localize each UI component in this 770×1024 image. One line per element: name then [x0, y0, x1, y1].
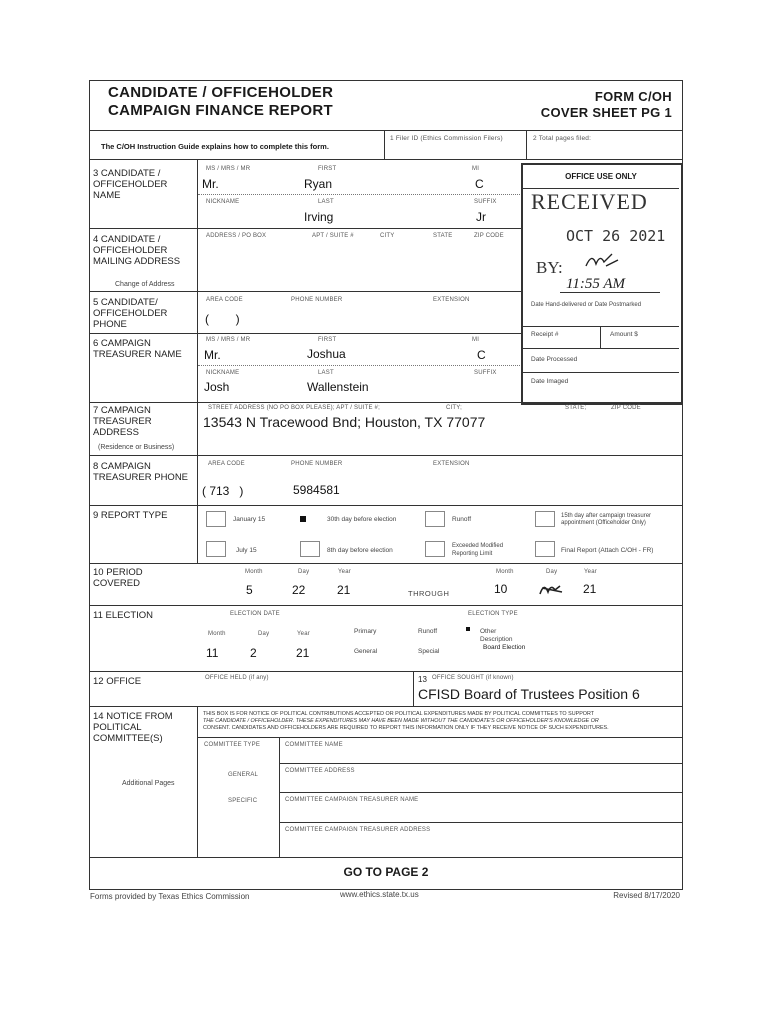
special-label: Special	[418, 648, 440, 655]
from-year-label: Year	[338, 569, 351, 575]
tres-suffix-label: SUFFIX	[474, 370, 497, 376]
cand-phone-label: PHONE NUMBER	[291, 297, 343, 303]
july-15-label: July 15	[236, 547, 257, 554]
to-year-label: Year	[584, 569, 597, 575]
from-day-label: Day	[298, 569, 310, 575]
8th-day-label: 8th day before election	[327, 547, 393, 554]
tres-last: Wallenstein	[307, 380, 369, 394]
tres-city-label: CITY;	[446, 405, 462, 411]
tres-prefix-label: MS / MRS / MR	[206, 337, 251, 343]
tres-street-label: STREET ADDRESS (NO PO BOX PLEASE); APT / SUITE #;	[208, 405, 380, 411]
specific-committee-label: SPECIFIC	[228, 798, 258, 804]
general-label: General	[354, 648, 378, 655]
cand-city-label: CITY	[380, 233, 395, 239]
received-time: 11:55 AM	[566, 276, 626, 292]
election-date-label: ELECTION DATE	[230, 611, 280, 617]
january-15-checkbox[interactable]	[206, 511, 226, 527]
received-stamp: RECEIVED	[531, 189, 648, 214]
cand-suffix: Jr	[476, 210, 486, 224]
cand-apt-label: APT / SUITE #	[312, 233, 354, 239]
to-year: 21	[583, 582, 597, 596]
residence-or-business: (Residence or Business)	[98, 444, 175, 451]
cand-zip-label: ZIP CODE	[474, 233, 504, 239]
change-of-address-checkbox-label: Change of Address	[115, 281, 175, 288]
general-committee-label: GENERAL	[228, 772, 259, 778]
30th-day-checkbox-checked[interactable]	[300, 516, 306, 522]
election-month-label: Month	[208, 631, 226, 637]
tres-area-code: ( 713 )	[202, 484, 244, 498]
tres-prefix: Mr.	[204, 348, 221, 362]
to-month-label: Month	[496, 569, 514, 575]
filer-id-label: 1 Filer ID (Ethics Commission Filers)	[390, 135, 503, 142]
ethics-url: www.ethics.state.tx.us	[340, 890, 419, 899]
election-day: 2	[250, 646, 257, 660]
office-sought-value: CFISD Board of Trustees Position 6	[418, 686, 640, 702]
election-year-label: Year	[297, 631, 310, 637]
cand-address-label: ADDRESS / PO BOX	[206, 233, 267, 239]
january-15-label: January 15	[233, 516, 266, 523]
election-month: 11	[206, 646, 219, 660]
section-3-candidate-name: 3 CANDIDATE / OFFICEHOLDER NAME	[93, 168, 168, 201]
from-month-label: Month	[245, 569, 263, 575]
cand-last-label: LAST	[318, 199, 334, 205]
receipt-label: Receipt #	[531, 331, 559, 338]
tres-first-label: FIRST	[318, 337, 337, 343]
additional-pages-label: Additional Pages	[122, 780, 175, 787]
tres-phone: 5984581	[293, 483, 340, 497]
cand-suffix-label: SUFFIX	[474, 199, 497, 205]
section-10-period-covered: 10 PERIOD COVERED	[93, 567, 143, 589]
section-12-office: 12 OFFICE	[93, 676, 142, 687]
other-label: Other	[480, 628, 497, 635]
tres-first: Joshua	[307, 347, 346, 361]
tres-area-code-label: AREA CODE	[208, 461, 245, 467]
committee-treasurer-name-label: COMMITTEE CAMPAIGN TREASURER NAME	[285, 797, 419, 803]
section-5-candidate-phone: 5 CANDIDATE/ OFFICEHOLDER PHONE	[93, 297, 168, 330]
to-day-label: Day	[546, 569, 558, 575]
received-by-label: BY:	[536, 258, 563, 277]
instruction-text: The C/OH Instruction Guide explains how to complete this form.	[101, 142, 329, 151]
cand-mi-label: MI	[472, 166, 480, 172]
revised-date: Revised 8/17/2020	[613, 891, 680, 900]
section-7-treasurer-address: 7 CAMPAIGN TREASURER ADDRESS	[93, 405, 152, 438]
cand-prefix-label: MS / MRS / MR	[206, 166, 251, 172]
form-number: FORM C/OH	[594, 89, 672, 104]
8th-day-checkbox[interactable]	[300, 541, 320, 557]
cand-extension-label: EXTENSION	[433, 297, 470, 303]
election-day-label: Day	[258, 631, 270, 637]
final-report-checkbox[interactable]	[535, 541, 555, 557]
total-pages-label: 2 Total pages filed:	[533, 135, 592, 142]
cand-area-code-label: AREA CODE	[206, 297, 243, 303]
office-held-label: OFFICE HELD (if any)	[205, 675, 269, 681]
section-11-election: 11 ELECTION	[93, 610, 154, 621]
exceeded-limit-label: Exceeded Modified Reporting Limit	[452, 543, 504, 557]
july-15-checkbox[interactable]	[206, 541, 226, 557]
section-6-treasurer-name: 6 CAMPAIGN TREASURER NAME	[93, 338, 182, 360]
office-sought-label: OFFICE SOUGHT (if known)	[432, 675, 514, 681]
30th-day-label: 30th day before election	[327, 516, 397, 523]
to-day-handwritten-correction	[538, 580, 568, 598]
through-label: THROUGH	[408, 589, 450, 598]
tres-zip-label: ZIP CODE	[611, 405, 641, 411]
tres-extension-label: EXTENSION	[433, 461, 470, 467]
runoff-checkbox[interactable]	[425, 511, 445, 527]
cand-first-label: FIRST	[318, 166, 337, 172]
initials-signature	[582, 250, 622, 272]
tres-phone-label: PHONE NUMBER	[291, 461, 343, 467]
15th-day-label: 15th day after campaign treasurer appointment (Officeholder Only)	[561, 513, 652, 526]
tres-nickname-label: NICKNAME	[206, 370, 240, 376]
notice-text: THIS BOX IS FOR NOTICE OF POLITICAL CONTRIBUTIONS ACCEPTED OR POLITICAL EXPENDITURES MADE BY POLITICAL COMMITTEES TO SUPPORT THE CANDIDATE / OFFICEHOLDER. THESE EXPENDITURES MAY HAVE BEEN MADE WITHOUT THE CANDIDATE'S OR OFFICEHOLDER'S KNOWLEDGE OR CONSENT. CANDIDATES AND OFFICEHOLDERS ARE REQUIRED TO REPORT THIS INFORMATION ONLY IF THEY RECEIVE NOTICE OF SUCH EXPENDITURES.	[203, 711, 609, 732]
cand-prefix: Mr.	[202, 177, 219, 191]
cand-first: Ryan	[304, 177, 333, 191]
runoff-label: Runoff	[452, 516, 472, 523]
from-month: 5	[246, 583, 253, 597]
cand-mi: C	[475, 177, 484, 191]
tres-state-label: STATE;	[565, 405, 587, 411]
form-cover-sheet: COVER SHEET PG 1	[540, 105, 672, 120]
section-8-treasurer-phone: 8 CAMPAIGN TREASURER PHONE	[93, 461, 189, 483]
cand-state-label: STATE	[433, 233, 453, 239]
description-label: Description	[480, 636, 513, 643]
primary-label: Primary	[354, 628, 377, 635]
from-year: 21	[337, 583, 351, 597]
15th-day-checkbox[interactable]	[535, 511, 555, 527]
date-hand-delivered-label: Date Hand-delivered or Date Postmarked	[531, 302, 642, 308]
tres-nickname: Josh	[204, 380, 230, 394]
cand-area-code: ( )	[205, 312, 240, 326]
amount-label: Amount $	[610, 331, 638, 338]
committee-name-label: COMMITTEE NAME	[285, 742, 343, 748]
other-election-checkbox-checked[interactable]	[466, 627, 470, 631]
exceeded-limit-checkbox[interactable]	[425, 541, 445, 557]
date-imaged-label: Date Imaged	[531, 378, 569, 385]
cand-last: Irving	[304, 210, 334, 224]
tres-mi: C	[477, 348, 486, 362]
from-day: 22	[292, 583, 306, 597]
committee-type-label: COMMITTEE TYPE	[204, 742, 261, 748]
final-report-label: Final Report (Attach C/OH - FR)	[561, 547, 654, 554]
form-title-line1: CANDIDATE / OFFICEHOLDER	[108, 84, 334, 101]
tres-address-value: 13543 N Tracewood Bnd; Houston, TX 77077	[203, 414, 486, 430]
section-13: 13	[418, 675, 427, 684]
form-title-line2: CAMPAIGN FINANCE REPORT	[108, 102, 333, 119]
to-month: 10	[494, 582, 508, 596]
cand-nickname-label: NICKNAME	[206, 199, 240, 205]
section-14-notice: 14 NOTICE FROM POLITICAL COMMITTEE(S)	[93, 711, 173, 744]
section-4-candidate-address: 4 CANDIDATE / OFFICEHOLDER MAILING ADDRESS	[93, 234, 181, 267]
tres-mi-label: MI	[472, 337, 480, 343]
received-date-stamp: OCT 26 2021	[566, 227, 666, 245]
election-year: 21	[296, 646, 310, 660]
election-type-label: ELECTION TYPE	[468, 611, 518, 617]
committee-address-label: COMMITTEE ADDRESS	[285, 768, 355, 774]
runoff-election-label: Runoff	[418, 628, 438, 635]
forms-provided-text: Forms provided by Texas Ethics Commission	[90, 892, 250, 901]
office-use-title: OFFICE USE ONLY	[565, 172, 637, 181]
section-9-report-type: 9 REPORT TYPE	[93, 510, 168, 521]
date-processed-label: Date Processed	[531, 356, 578, 363]
committee-treasurer-address-label: COMMITTEE CAMPAIGN TREASURER ADDRESS	[285, 827, 431, 833]
tres-last-label: LAST	[318, 370, 334, 376]
other-election-description: Board Election	[483, 644, 526, 651]
go-to-page-2: GO TO PAGE 2	[343, 865, 429, 879]
